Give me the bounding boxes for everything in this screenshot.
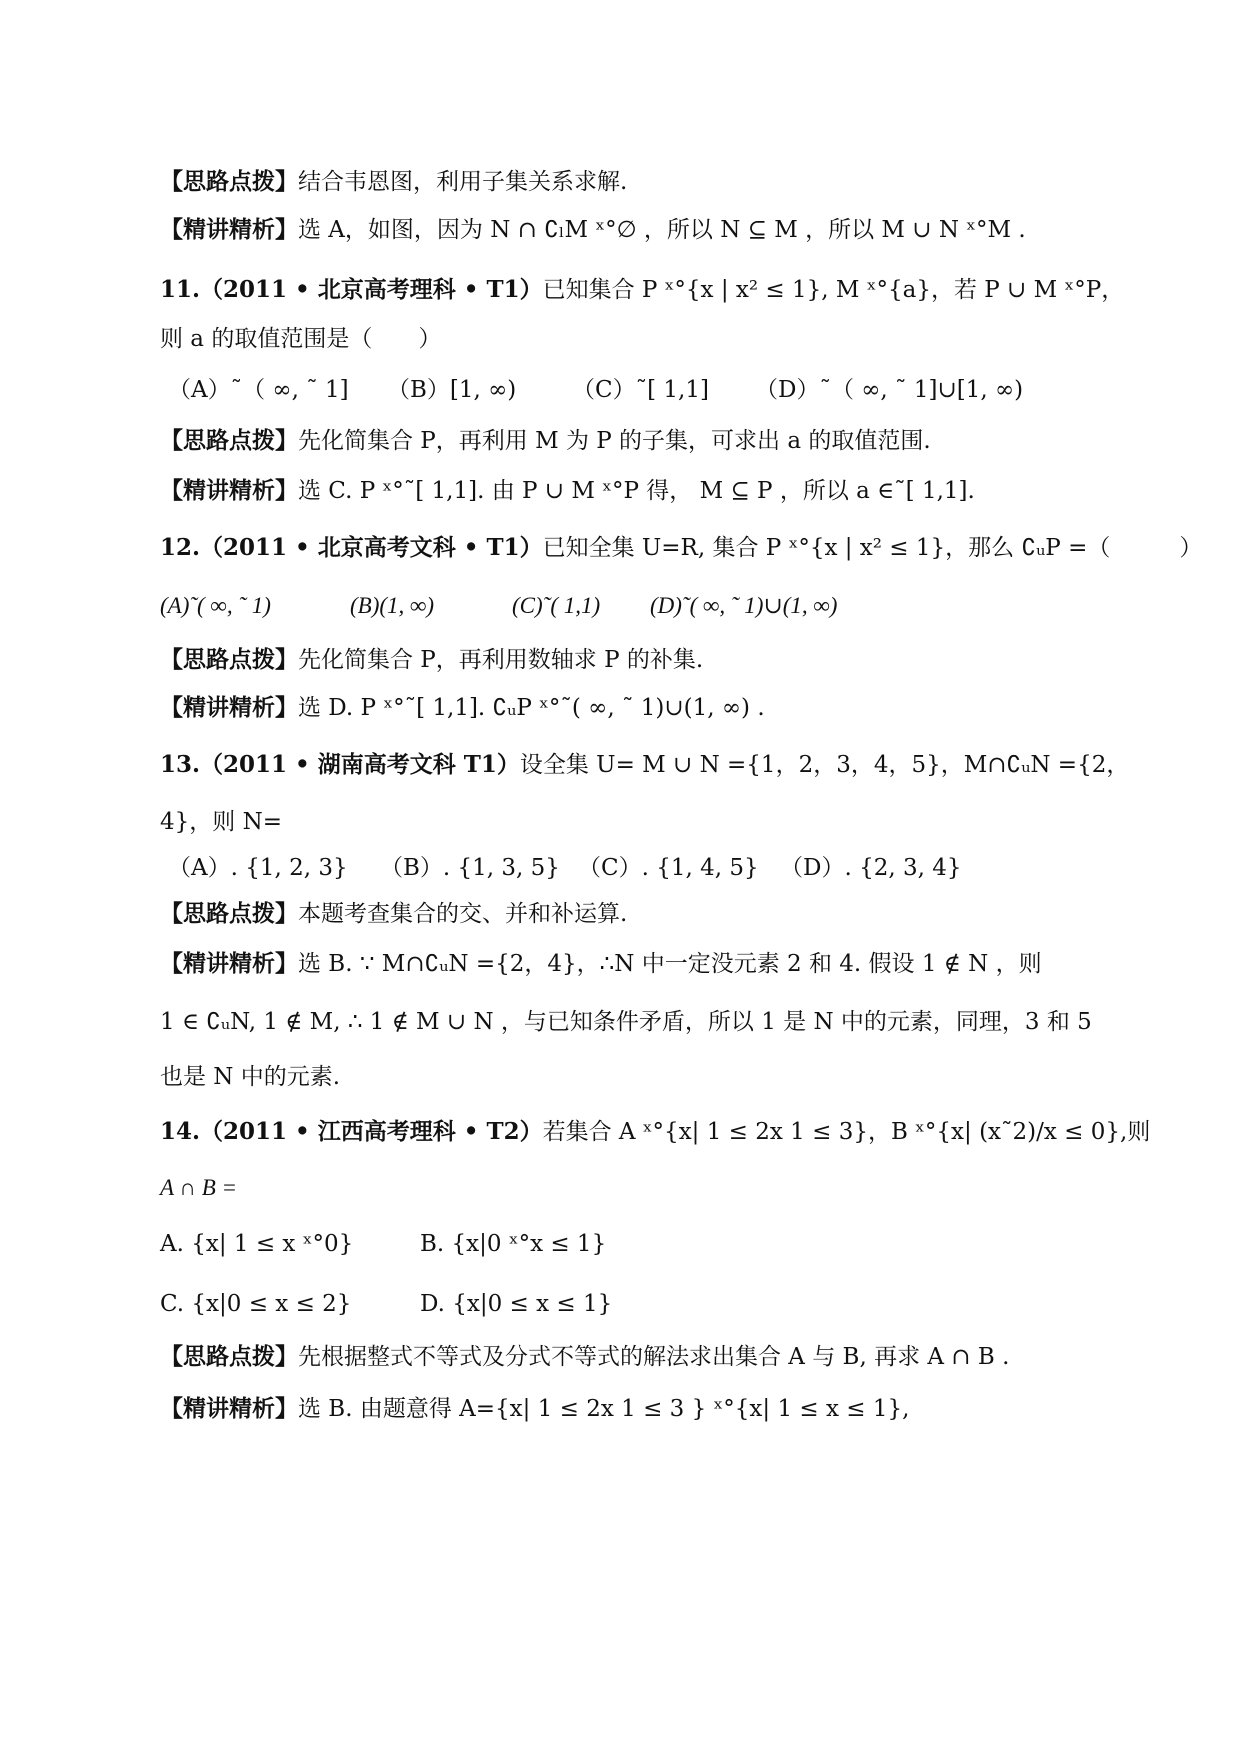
- q13-option-a: （A）. {1, 2, 3}: [168, 855, 348, 881]
- q14-solution-tag: 【精讲精析】: [160, 1395, 298, 1422]
- q13-solution-text-3: 也是 N 中的元素.: [160, 1064, 341, 1090]
- q14-stem-line-1: [160, 1116, 1151, 1148]
- q11-option-d: （D）˜（ ∞, ˜ 1]∪[1, ∞): [755, 377, 1024, 403]
- q11-stem-line-2: [160, 323, 1080, 355]
- q13-option-b: （B）. {1, 3, 5}: [380, 855, 560, 881]
- q11-stem-2: 则 a 的取值范围是（ ）: [160, 326, 442, 352]
- q11-solution-line: [160, 475, 1080, 507]
- q14-label: 14.（2011 • 江西高考理科 • T2）: [160, 1118, 543, 1145]
- q11-hint-text: 先化简集合 P，再利用 M 为 P 的子集，可求出 a 的取值范围.: [298, 428, 931, 454]
- q12-option-b: (B)(1, ∞): [350, 593, 435, 618]
- q12-stem: 已知全集 U=R, 集合 P ˣ°{x | x² ≤ 1}，那么 ∁ᵤP =（ ）: [542, 535, 1203, 561]
- q13-solution-tag: 【精讲精析】: [160, 950, 298, 977]
- q11-solution-tag: 【精讲精析】: [160, 477, 298, 504]
- q11-option-c: （C）˜[ 1,1]: [572, 377, 709, 403]
- q11-option-a: （A）˜（ ∞, ˜ 1]: [168, 377, 349, 403]
- q13-stem-1: 设全集 U= M ∪ N ={1，2，3，4，5}，M∩∁ᵤN ={2，: [519, 752, 1130, 778]
- q14-hint-line: [160, 1341, 1080, 1373]
- q14-stem-2: A ∩ B =: [160, 1175, 238, 1200]
- q13-option-c: （C）. {1, 4, 5}: [578, 855, 759, 881]
- q12-hint-tag: 【思路点拨】: [160, 646, 298, 673]
- q13-solution-line-2: [160, 1006, 1092, 1038]
- q14-hint-tag: 【思路点拨】: [160, 1343, 298, 1370]
- q12-option-a: (A)˜( ∞, ˜ 1): [160, 593, 271, 618]
- q14-option-d: D. {x|0 ≤ x ≤ 1}: [420, 1291, 613, 1317]
- q14-stem-1: 若集合 A ˣ°{x| 1 ≤ 2x 1 ≤ 3}，B ˣ°{x| (x˜2)/x ≤ 0},则: [542, 1119, 1151, 1145]
- q11-hint-tag: 【思路点拨】: [160, 427, 298, 454]
- q10-solution-line: [160, 214, 1080, 246]
- q14-solution-line: [160, 1393, 1080, 1425]
- q13-hint-tag: 【思路点拨】: [160, 900, 298, 927]
- q13-stem-line-1: [160, 749, 1130, 781]
- q12-stem-line: [160, 532, 1203, 564]
- q12-solution-line: [160, 692, 1080, 724]
- q10-hint-line: [160, 166, 1080, 198]
- q11-hint-line: [160, 425, 1080, 457]
- q11-option-b: （B）[1, ∞): [387, 377, 517, 403]
- q10-solution-text: 选 A，如图，因为 N ∩ ∁ₗM ˣ°∅ ，所以 N ⊆ M ，所以 M ∪ N ˣ°M .: [298, 217, 1026, 243]
- q12-hint-line: [160, 644, 1080, 676]
- q11-label: 11.（2011 • 北京高考理科 • T1）: [160, 276, 543, 303]
- q14-option-b: B. {x|0 ˣ°x ≤ 1}: [420, 1231, 607, 1257]
- q10-hint-text: 结合韦恩图，利用子集关系求解.: [298, 169, 628, 195]
- q13-stem-2: 4}，则 N=: [160, 809, 282, 835]
- q11-stem-1: 已知集合 P ˣ°{x | x² ≤ 1}, M ˣ°{a}，若 P ∪ M ˣ°P，: [542, 277, 1125, 303]
- q12-solution-text: 选 D. P ˣ°˜[ 1,1]. ∁ᵤP ˣ°˜( ∞, ˜ 1)∪(1, ∞) .: [298, 695, 765, 721]
- q13-label: 13.（2011 • 湖南高考文科 T1）: [160, 751, 520, 778]
- q14-hint-text: 先根据整式不等式及分式不等式的解法求出集合 A 与 B, 再求 A ∩ B .: [298, 1344, 1010, 1370]
- q13-solution-line-3: [160, 1061, 1080, 1093]
- q10-solution-tag: 【精讲精析】: [160, 216, 298, 243]
- q12-label: 12.（2011 • 北京高考文科 • T1）: [160, 534, 543, 561]
- q14-option-a: A. {x| 1 ≤ x ˣ°0}: [160, 1231, 354, 1257]
- q10-hint-tag: 【思路点拨】: [160, 168, 298, 195]
- q14-solution-text: 选 B. 由题意得 A={x| 1 ≤ 2x 1 ≤ 3 } ˣ°{x| 1 ≤ x ≤ 1},: [298, 1396, 910, 1422]
- q13-solution-text-2: 1 ∈ ∁ᵤN, 1 ∉ M, ∴ 1 ∉ M ∪ N ，与已知条件矛盾，所以 1 是 N 中的元素，同理，3 和 5: [160, 1009, 1092, 1035]
- q14-stem-line-2: [160, 1172, 1080, 1204]
- q11-solution-text: 选 C. P ˣ°˜[ 1,1]. 由 P ∪ M ˣ°P 得， M ⊆ P ，所以 a ∈˜[ 1,1].: [298, 478, 975, 504]
- q13-solution-text-1: 选 B. ∵ M∩∁ᵤN ={2，4}，∴N 中一定没元素 2 和 4. 假设 1 ∉ N ，则: [298, 951, 1042, 977]
- q13-hint-text: 本题考查集合的交、并和补运算.: [298, 901, 628, 927]
- q11-stem-line-1: [160, 274, 1125, 306]
- q13-solution-line-1: [160, 948, 1080, 980]
- q13-option-d: （D）. {2, 3, 4}: [780, 855, 962, 881]
- q13-stem-line-2: [160, 806, 1080, 838]
- q12-hint-text: 先化简集合 P，再利用数轴求 P 的补集.: [298, 647, 704, 673]
- q14-option-c: C. {x|0 ≤ x ≤ 2}: [160, 1291, 352, 1317]
- q12-option-d: (D)˜( ∞, ˜ 1)∪(1, ∞): [650, 593, 838, 618]
- q12-option-c: (C)˜( 1,1): [512, 593, 601, 618]
- q12-solution-tag: 【精讲精析】: [160, 694, 298, 721]
- q13-hint-line: [160, 898, 1080, 930]
